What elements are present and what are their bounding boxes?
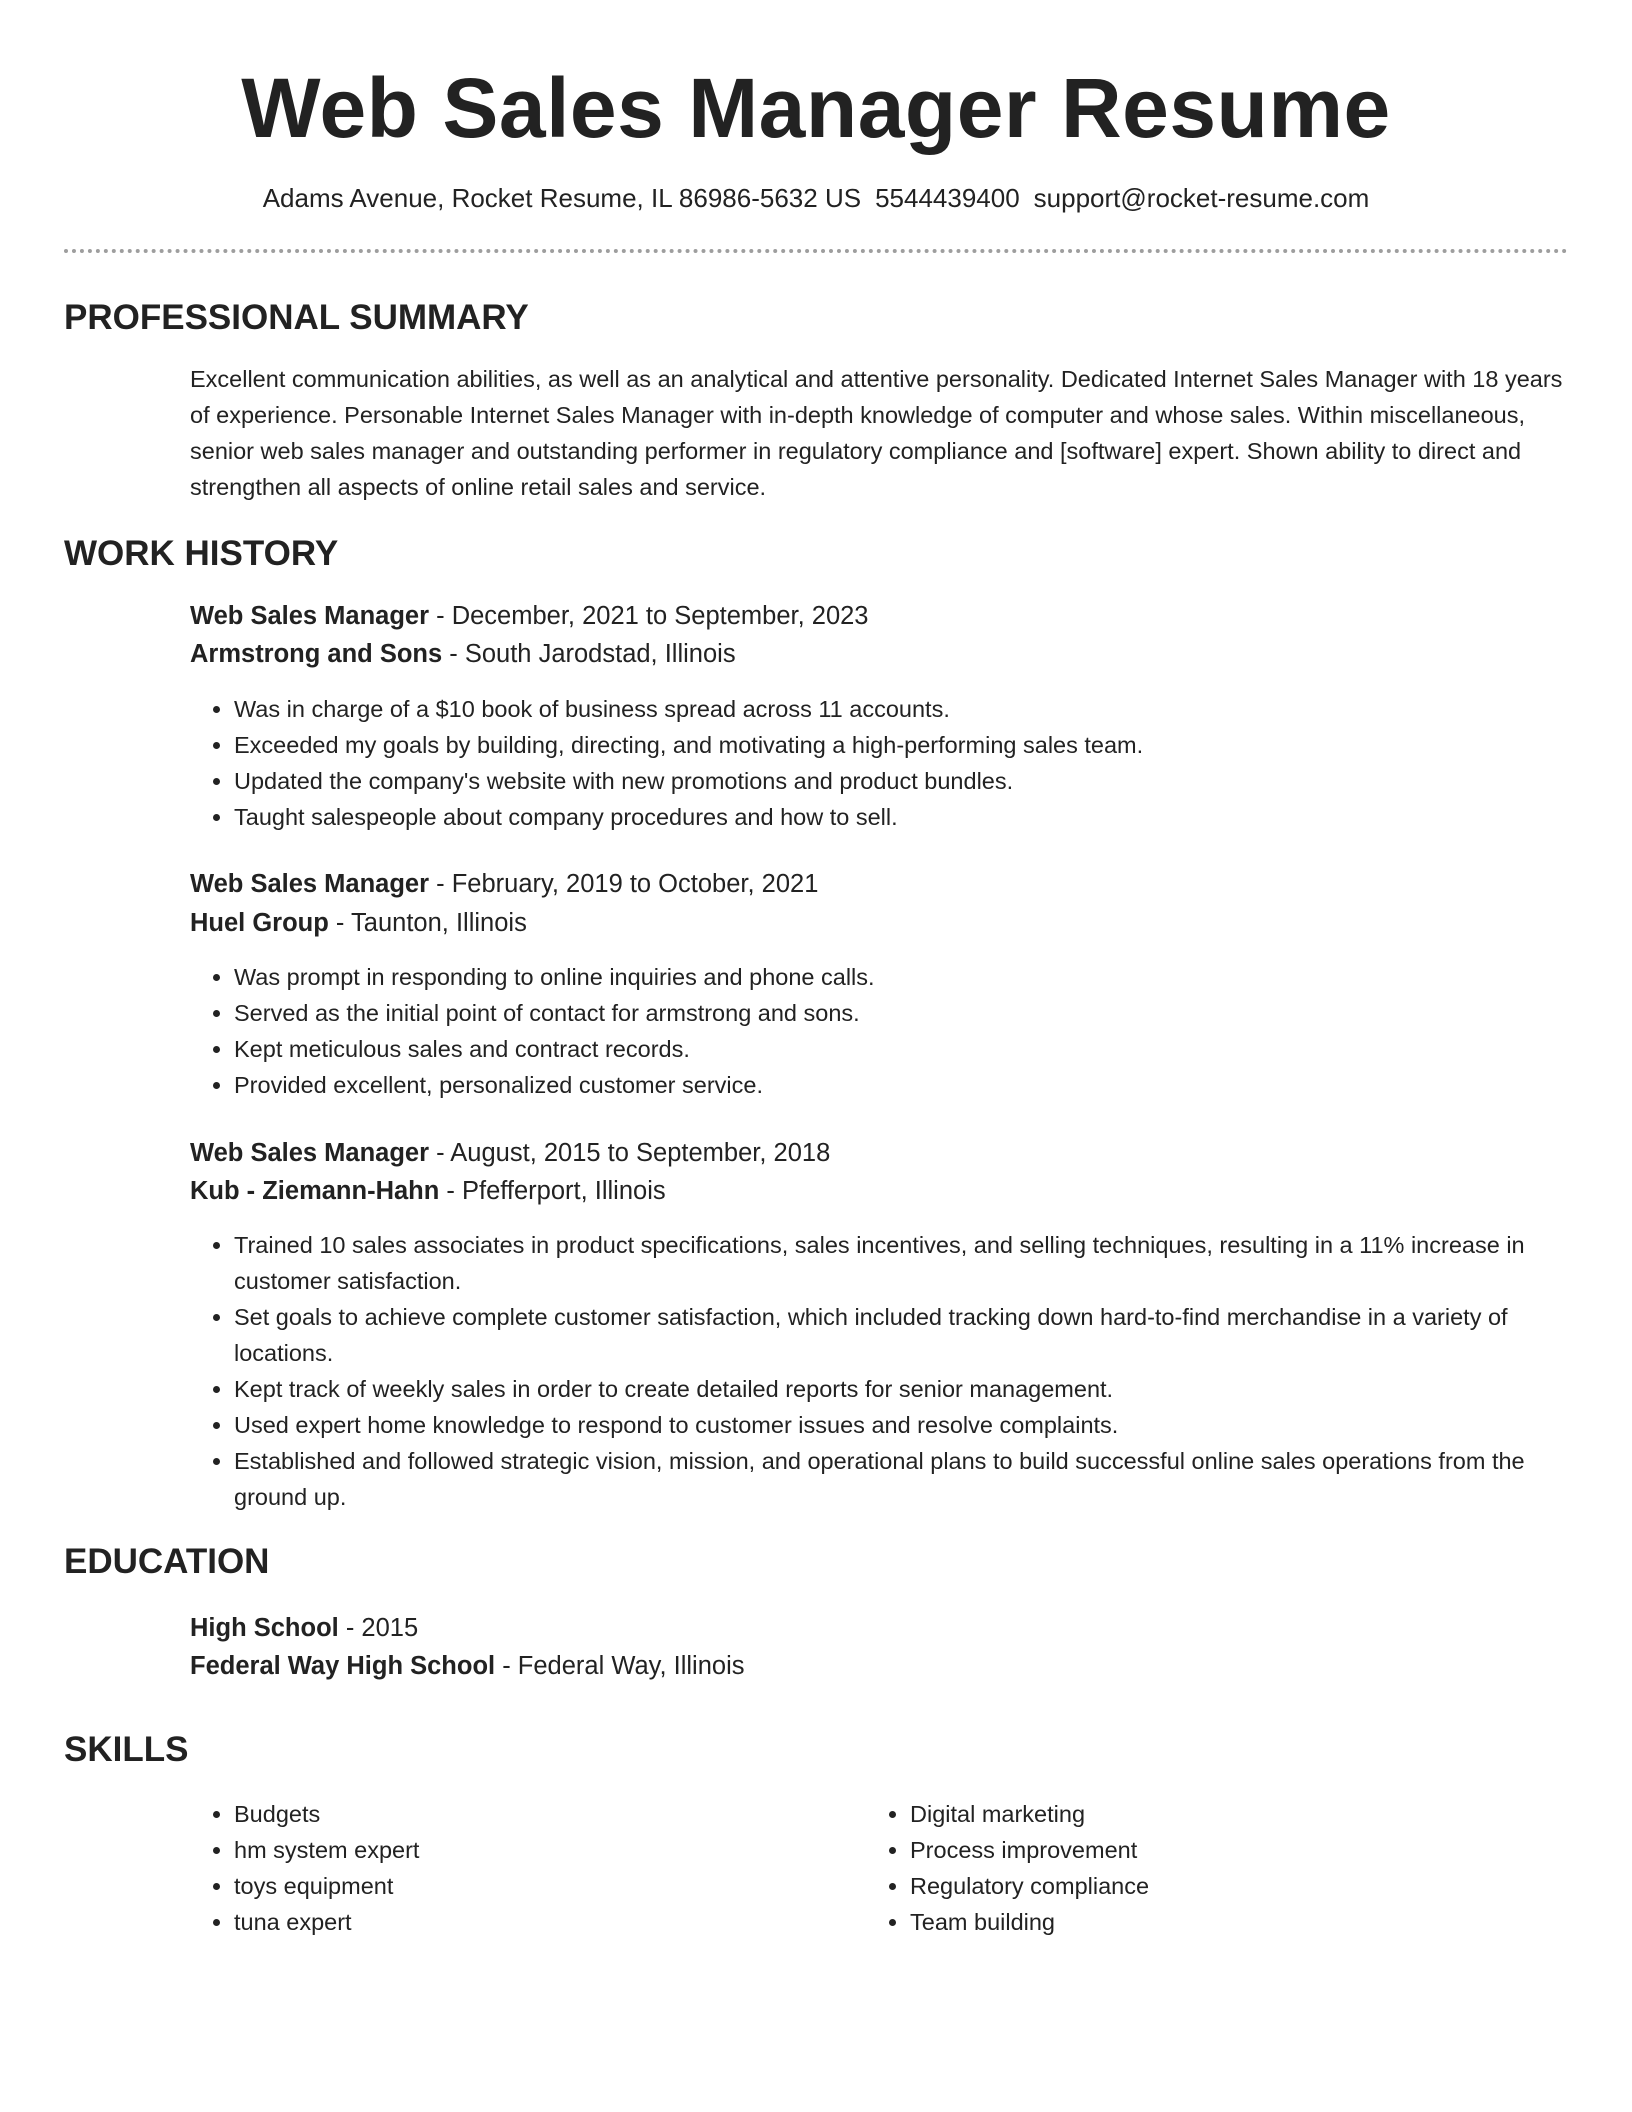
job-location: - Pfefferport, Illinois <box>439 1177 666 1205</box>
skills-heading: SKILLS <box>64 1730 189 1769</box>
job-title: Web Sales Manager <box>190 870 430 898</box>
job-company: Huel Group <box>190 909 329 937</box>
list-item: • Budgets <box>234 1796 834 1832</box>
list-item: • Established and followed strategic vision, mission, and operational plans to build successful online sales operations from the ground up. <box>234 1443 1594 1515</box>
contact-email: support@rocket-resume.com <box>1033 183 1370 213</box>
education-degree-line <box>190 1610 418 1646</box>
page-title: Web Sales Manager Resume <box>241 61 1391 155</box>
job-title-line <box>190 1135 830 1171</box>
job-location: - South Jarodstad, Illinois <box>442 640 736 668</box>
education-school: Federal Way High School <box>190 1652 496 1680</box>
job-company: Armstrong and Sons <box>190 640 443 668</box>
work-history-heading: WORK HISTORY <box>64 534 339 573</box>
list-item: • tuna expert <box>234 1904 834 1940</box>
job-title-line <box>190 866 818 902</box>
list-item: • Used expert home knowledge to respond to customer issues and resolve complaints. <box>234 1407 1594 1443</box>
job-bullets <box>190 959 1614 1103</box>
list-item: • Exceeded my goals by building, directing, and motivating a high-performing sales team. <box>234 727 1614 763</box>
contact-line <box>0 180 1632 216</box>
list-item: • Kept meticulous sales and contract records. <box>234 1031 1614 1067</box>
list-item: • Served as the initial point of contact for armstrong and sons. <box>234 995 1614 1031</box>
list-item: • Trained 10 sales associates in product specifications, sales incentives, and selling techniques, resulting in a 11% increase in customer satisfaction. <box>234 1227 1594 1299</box>
list-item: • Digital marketing <box>910 1796 1510 1832</box>
summary-text: Excellent communication abilities, as well as an analytical and attentive personality. Dedicated Internet Sales Manager with 18 years of experience. Personable Internet Sales Manager with in-depth knowledge of computer and whose sales. Within miscellaneous, senior web sales manager and outstanding performer in regulatory compliance and [software] expert. Shown ability to direct and strengthen all aspects of online retail sales and service. <box>190 366 1563 500</box>
list-item: • Provided excellent, personalized customer service. <box>234 1067 1614 1103</box>
education-year: - 2015 <box>338 1614 419 1642</box>
education-degree: High School <box>190 1614 339 1642</box>
list-item: • Process improvement <box>910 1832 1510 1868</box>
list-item: • Updated the company's website with new promotions and product bundles. <box>234 763 1614 799</box>
list-item: • Set goals to achieve complete customer satisfaction, which included tracking down hard-to-find merchandise in a variety of locations. <box>234 1299 1594 1371</box>
list-item: • Team building <box>910 1904 1510 1940</box>
job-title-line <box>190 598 869 634</box>
skills-list-left <box>190 1796 834 1940</box>
job-title: Web Sales Manager <box>190 602 430 630</box>
job-dates: - February, 2019 to October, 2021 <box>429 870 819 898</box>
list-item: • Was in charge of a $10 book of business spread across 11 accounts. <box>234 691 1614 727</box>
education-school-line <box>190 1648 745 1684</box>
list-item: • Was prompt in responding to online inquiries and phone calls. <box>234 959 1614 995</box>
list-item: • Kept track of weekly sales in order to create detailed reports for senior management. <box>234 1371 1594 1407</box>
job-dates: - December, 2021 to September, 2023 <box>429 602 869 630</box>
summary-heading: PROFESSIONAL SUMMARY <box>64 298 529 337</box>
job-company-line <box>190 905 527 941</box>
job-bullets <box>190 691 1614 835</box>
job-bullets <box>190 1227 1594 1515</box>
job-location: - Taunton, Illinois <box>328 909 527 937</box>
contact-address: Adams Avenue, Rocket Resume, IL 86986-5632 US <box>262 183 862 213</box>
job-title: Web Sales Manager <box>190 1139 430 1167</box>
job-company-line <box>190 636 736 672</box>
job-company: Kub - Ziemann-Hahn <box>190 1177 440 1205</box>
header-divider <box>64 249 1568 253</box>
contact-phone: 5544439400 <box>875 183 1020 213</box>
list-item: • toys equipment <box>234 1868 834 1904</box>
job-company-line <box>190 1173 666 1209</box>
job-dates: - August, 2015 to September, 2018 <box>429 1139 831 1167</box>
list-item: • Regulatory compliance <box>910 1868 1510 1904</box>
education-location: - Federal Way, Illinois <box>495 1652 745 1680</box>
skills-list-right <box>866 1796 1510 1940</box>
list-item: • Taught salespeople about company procedures and how to sell. <box>234 799 1614 835</box>
list-item: • hm system expert <box>234 1832 834 1868</box>
education-heading: EDUCATION <box>64 1542 270 1581</box>
